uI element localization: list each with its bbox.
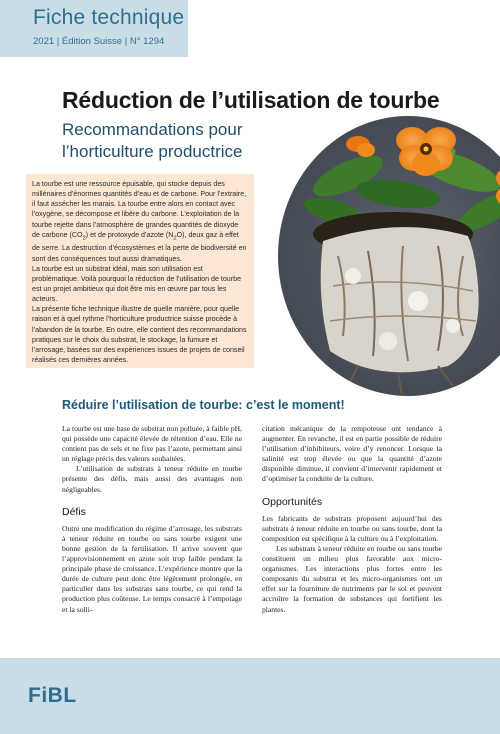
page-subtitle: Recommandations pour l’horticulture productrice: [62, 120, 243, 161]
intro-paragraph-2: La tourbe est un substrat idéal, mais son utilisation est problématique. Voilà pourquoi la réduction de l’utilisation de tourbe est un projet ambitieux qui doit être mis en œuvre par tous les acteurs.: [32, 264, 242, 304]
intro-summary-box: [26, 174, 254, 368]
right-column: [262, 424, 442, 615]
subheading-opportunites: Opportunités: [262, 495, 323, 508]
body-paragraph: La tourbe est une base de substrat non polluée, à faible pH, qui possède une capacité élevée de rétention d’eau. Elle ne contient pas de sels et ne fixe pas l’azote, permettant ainsi un réglage précis des valeurs souhaitées.: [62, 424, 242, 464]
plant-root-photo: [278, 116, 500, 396]
edition-meta: 2021 | Édition Suisse | N° 1294: [33, 36, 165, 47]
body-paragraph: Les fabricants de substrats proposent aujourd’hui des substrats à teneur réduite en tourbe ou sans tourbe, dont la composition est spécifique à la culture ou à l’exploitation.: [262, 513, 442, 543]
document-type-title: Fiche technique: [33, 6, 185, 29]
header-box: [0, 0, 188, 57]
left-column: [62, 424, 242, 615]
subheading-defis: Défis: [62, 505, 86, 518]
body-paragraph: L’utilisation de substrats à teneur réduite en tourbe présente des défis, mais aussi des avantages non négligeables.: [62, 464, 242, 494]
body-paragraph: Outre une modification du régime d’arrosage, les substrats à teneur réduite en tourbe ou sans tourbe exigent une bonne gestion de la fertilisation. Il arrive souvent que l’approvisionnement en azote soit trop faible pendant la principale phase de croissance. L’expérience montre que la durée de culture peut donc être légèrement prolongée, en particulier dans les substrats sans tourbe, ce qui rend la production plus coûteuse. Le temps consacré à l’empotage et la solli-: [62, 523, 242, 614]
fibl-logo: FiBL: [28, 684, 77, 707]
intro-paragraph-3: La présente fiche technique illustre de quelle manière, pour quelle raison et à quel rythme l’horticulture productrice suisse procède à l’abandon de la tourbe. En outre, elle contient des recommandations pratiques sur le choix du substrat, le stockage, la fumure et l’arrosage, basées sur des expériences issues de projets de conseil réalisés ces dernières années.: [32, 305, 247, 365]
body-paragraph: Les substrats à teneur réduite en tourbe ou sans tourbe constituent un milieu plus favorable aux micro-organismes. Les interactions plus fortes entre les composants du substrat et les micro-organismes ont un effet sur la fourniture de nutriments par le sol et peuvent accroître la formation de substances qui fortifient les plantes.: [262, 543, 442, 614]
intro-paragraph-1: La tourbe est une ressource épuisable, qui stocke depuis des millénaires d’énormes quantités d’eau et de carbone. Pour l’extraire, il faut assécher les marais. La tourbe entre alors en contact avec l’oxygène, se décompose et libère du carbone. L’exploitation de la tourbe rejette dans l’atmosphère de grandes quantités de dioxyde de carbone $(CO_2)$ et de protoxyde d’azote $(N_2O)$, deux gaz à effet de serre. La destruction d’écosystèmes et la perte de biodiversité en sont des conséquences tout aussi dramatiques.: [32, 180, 247, 263]
page-title: Réduction de l’utilisation de tourbe: [62, 87, 440, 113]
body-paragraph: citation mécanique de la rempoteuse ont tendance à augmenter. En revanche, il est en partie possible de réduire l’utilisation d’inhibiteurs, voire d’y renoncer. Lorsque la salinité est trop élevée ou que la quantité d’azote disponible diminue, il convient d’intervenir rapidement et d’optimiser la conduite de la culture.: [262, 424, 442, 484]
section-heading: Réduire l’utilisation de tourbe: c’est le moment!: [62, 398, 345, 412]
